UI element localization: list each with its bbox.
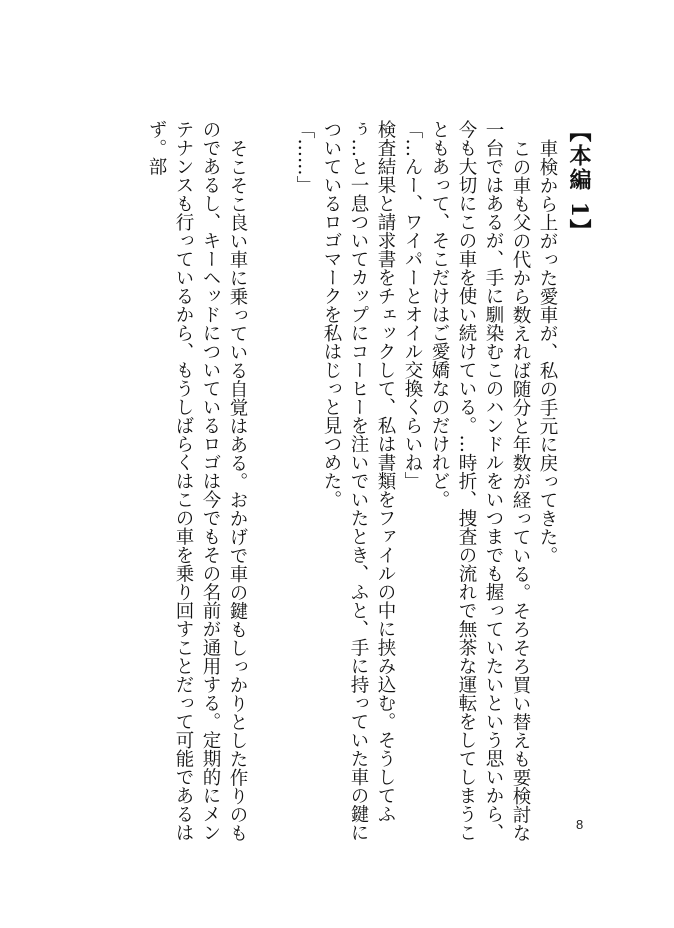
vertical-text-body — [143, 120, 592, 850]
dialogue-line: 「…んー、ワイパーとオイル交換くらいね」 — [402, 120, 423, 490]
page-number: 8 — [576, 817, 584, 832]
paragraph: この車も父の代から数えれば随分と年数が経っている。そろそろ買い替えも要検討な一台ではあるが、手に馴染むこのハンドルをいつまでも握っていたいという思いから、今も大切にこの車を使い続けている。…時折、捜査の流れで無茶な運転をしてしまうこともあって、そこだけはご愛嬌なのだけれど。 — [429, 120, 531, 842]
paragraph: そこそこ良い車に乗っている自覚はある。おかげで車の鍵もしっかりとした作りのものであるし、キーヘッドについているロゴは今でもその名前が通用する。定期的にメンテナンスも行っているから、もうしばらくはこの車を乗り回すことだって可能であるはず。部 — [146, 120, 248, 842]
chapter-title: 【本編 1】 — [566, 120, 592, 243]
paragraph: 検査結果と請求書をチェックして、私は書類をファイルの中に挟み込む。そうしてふぅ…と一息ついてカップにコーヒーを注いでいたとき、ふと、手に持っていた車の鍵についているロゴマークを私はじっと見つめた。 — [321, 120, 396, 842]
paragraph: 車検から上がった愛車が、私の手元に戻ってきた。 — [537, 138, 558, 564]
dialogue-line: 「……」 — [294, 120, 315, 194]
